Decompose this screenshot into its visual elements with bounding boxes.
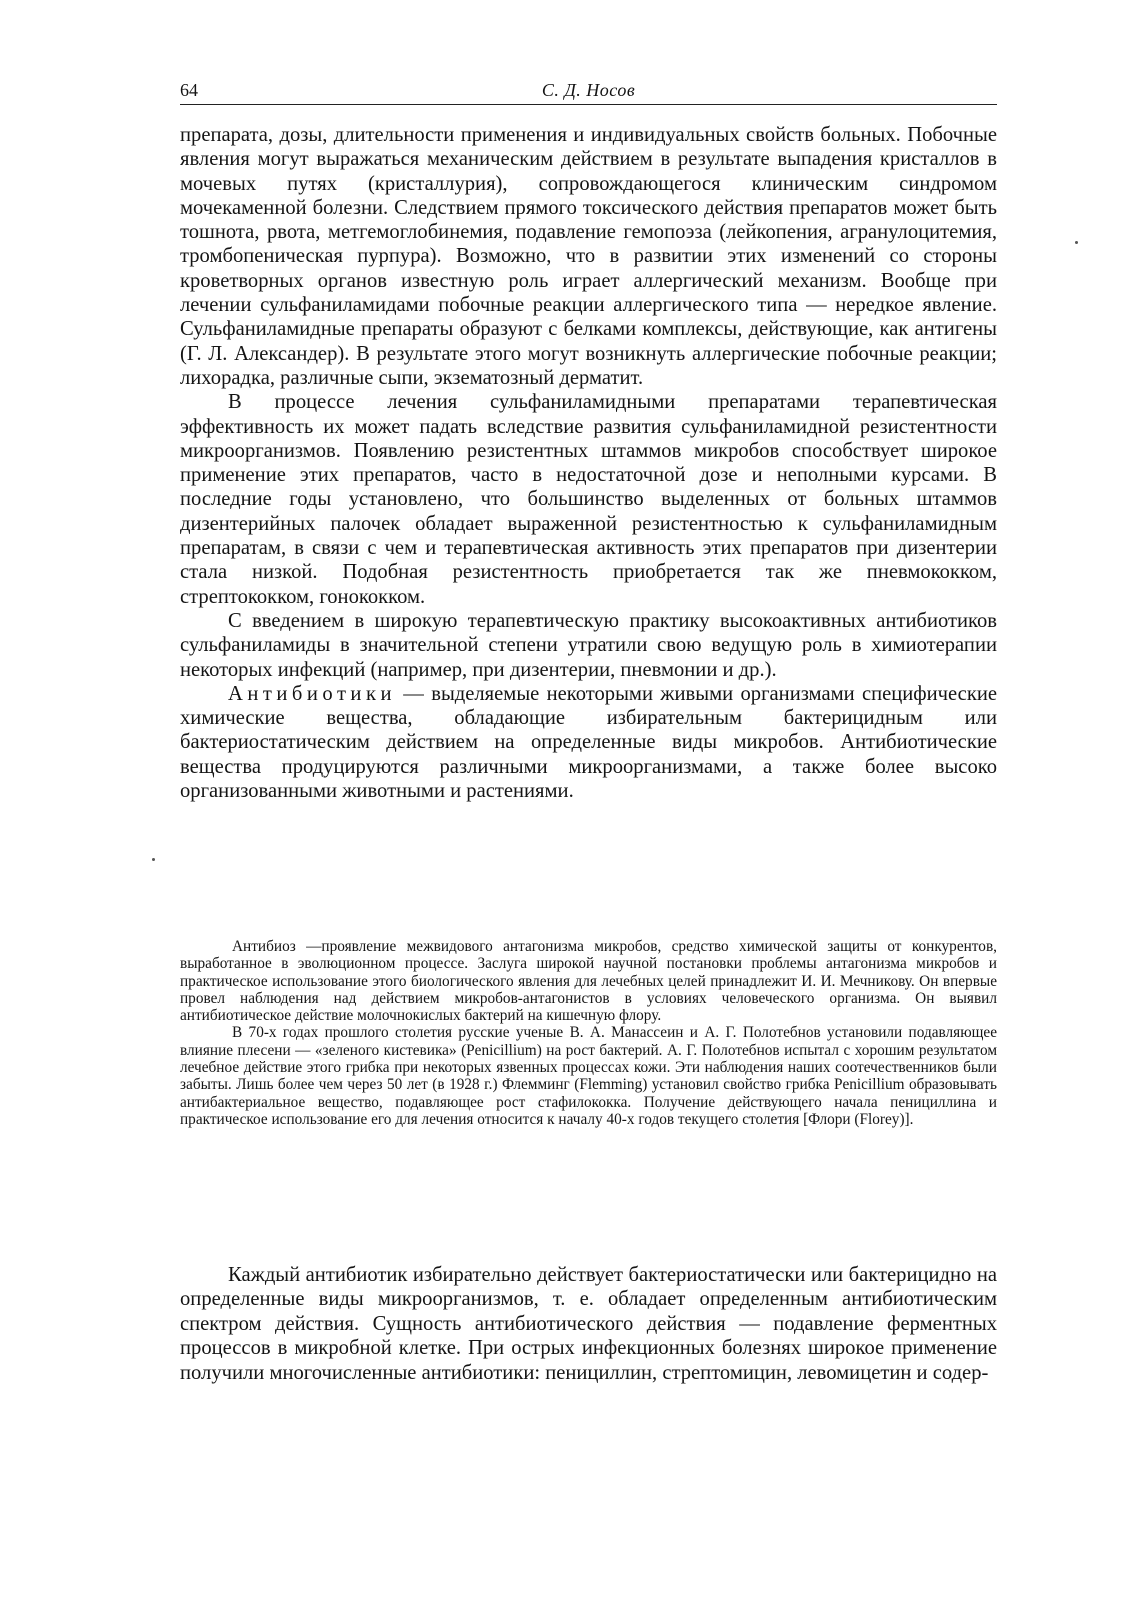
paragraph-antibiotic-practice: С введением в широкую терапевтическую практику высокоактивных антибиотиков сульфаниламиды в значительной степени утратили свою ведущую роль в химиотерапии некоторых инфекций (например, при дизентерии, пневмонии и др.). (180, 609, 997, 681)
main-text (180, 123, 997, 803)
antibiotics-term: Антибиотики (228, 682, 396, 705)
paper-speck (1075, 241, 1078, 244)
note-antibiosis: Антибиоз —проявление межвидового антагонизма микробов, средство химической защиты от конкурентов, выработанное в эволюционном процессе. Заслуга широкой научной постановки проблемы антагонизма микробов и практическое использование этого биологического явления для лечебных целей принадлежит И. И. Мечникову. Он впервые провел наблюдения над действием микробов-антагонистов в условиях человеческого организма. Он выявил антибиотическое действие молочнокислых бактерий на кишечную флору. (180, 938, 997, 1025)
paragraph-side-effects: препарата, дозы, длительности применения и индивидуальных свойств больных. Побочные явления могут выражаться механическим действием в результате выпадения кристаллов в мочевых путях (кристаллурия), сопровождающегося клиническим синдромом мочекаменной болезни. Следствием прямого токсического действия препаратов может быть тошнота, рвота, метгемоглобинемия, подавление гемопоэза (лейкопения, агранулоцитемия, тромбопеническая пурпура). Возможно, что в развитии этих изменений со стороны кроветворных органов известную роль играет аллергический механизм. Вообще при лечении сульфаниламидами побочные реакции аллергического типа — нередкое явление. Сульфаниламидные препараты образуют с белками комплексы, действующие, как антигены (Г. Л. Александер). В результате этого могут возникнуть аллергические побочные реакции; лихорадка, различные сыпи, экзематозный дерматит. (180, 124, 997, 389)
running-head: С. Д. Носов (541, 80, 636, 100)
paper-speck (152, 858, 155, 861)
small-print-notes (180, 938, 997, 1128)
continuation-text (180, 1263, 997, 1385)
antibiotics-definition-text: — выделяемые некоторыми живыми организмами специфические химические вещества, обладающие избирательным бактерицидным или бактериостатическим действием на определенные виды микробов. Антибиотические вещества продуцируются различными микроорганизмами, а также более высоко организованными животными и растениями. (180, 682, 997, 803)
page-number: 64 (180, 80, 198, 100)
note-history: В 70-х годах прошлого столетия русские ученые В. А. Манассеин и А. Г. Полотебнов установили подавляющее влияние плесени — «зеленого кистевика» (Penicillium) на рост бактерий. А. Г. Полотебнов испытал с хорошим результатом лечебное действие этого грибка при некоторых язвенных процессах кожи. Эти наблюдения наших соотечественников были забыты. Лишь более чем через 50 лет (в 1928 г.) Флемминг (Flemming) установил свойство грибка Penicillium образовывать антибактериальное вещество, подавляющее рост стафилококка. Получение действующего начала пенициллина и практическое использование его для лечения относится к началу 40-х годов текущего столетия [Флори (Florey)]. (180, 1024, 997, 1128)
paragraph-antibiotics-definition (180, 682, 997, 803)
paragraph-resistance: В процессе лечения сульфаниламидными препаратами терапевтическая эффективность их может падать вследствие развития сульфаниламидной резистентности микроорганизмов. Появлению резистентных штаммов микробов способствует широкое применение этих препаратов, часто в недостаточной дозе и неполными курсами. В последние годы установлено, что большинство выделенных от больных штаммов дизентерийных палочек обладает выраженной резистентностью к сульфаниламидным препаратам, в связи с чем и терапевтическая активность этих препаратов при дизентерии стала низкой. Подобная резистентность приобретается так же пневмококком, стрептококком, гонококком. (180, 391, 997, 608)
page-header (180, 80, 997, 105)
paragraph-antibiotic-spectrum: Каждый антибиотик избирательно действует бактериостатически или бактерицидно на определенные виды микроорганизмов, т. е. обладает определенным антибиотическим спектром действия. Сущность антибиотического действия — подавление ферментных процессов в микробной клетке. При острых инфекционных болезнях широкое применение получили многочисленные антибиотики: пенициллин, стрептомицин, левомицетин и содер- (180, 1264, 997, 1384)
